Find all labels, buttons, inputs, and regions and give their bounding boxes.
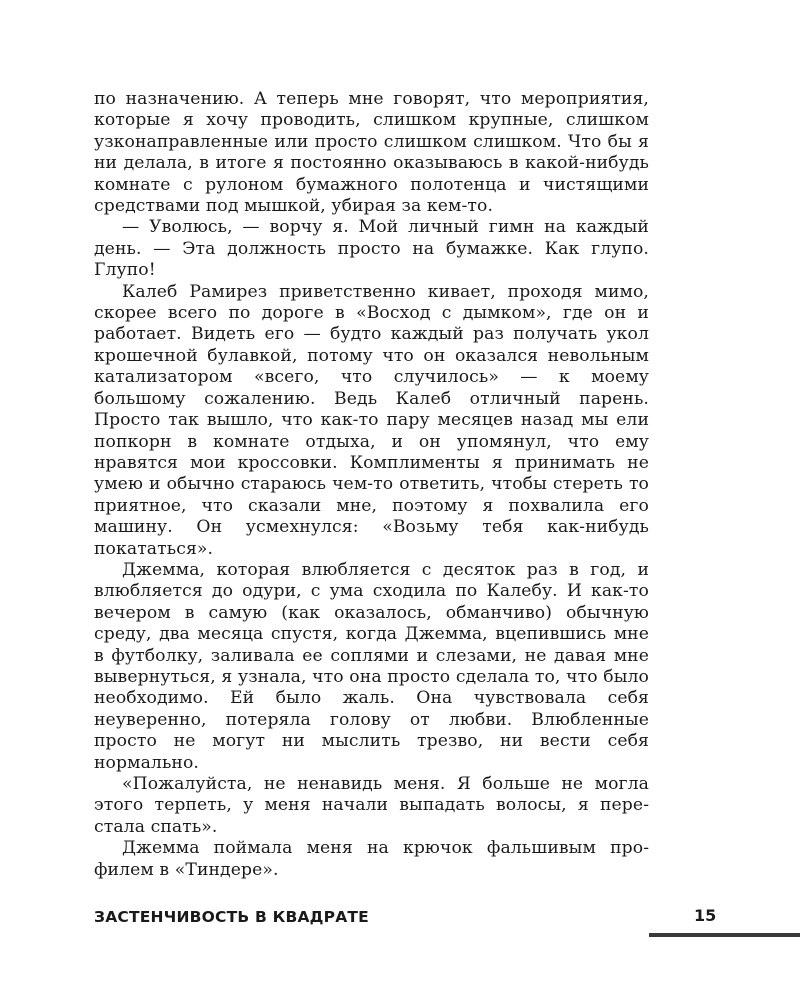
- paragraph-1: по назначению. А теперь мне говорят, что мероприятия, которые я хочу проводить, слишком крупные, слишком узконаправленные или просто слишком слишком. Что бы я ни делала, в итоге я постоянно оказываюсь в какой-нибудь комнате с рулоном бумажного полотенца и чистящими средствами под мышкой, убирая за кем-то.: [94, 89, 649, 217]
- page-footer: [94, 908, 754, 948]
- footer-rule: [649, 933, 800, 937]
- paragraph-4: Джемма, которая влюбляется с десяток раз в год, и влюбляется до одури, с ума сходила по Калебу. И как-то вечером в самую (как оказалось, обманчиво) обычную среду, два месяца спустя, когда Джемма, вцепившись мне в футболку, заливала ее соплями и слезами, не давая мне вывернуться, я узнала, что она просто сделала то, что было необходимо. Ей было жаль. Она чувствовала себя неуверенно, потеряла голову от любви. Влюбленные просто не могут ни мыслить трезво, ни вести себя нормально.: [94, 559, 649, 773]
- paragraph-6: Джемма поймала меня на крючок фальшивым профилем в «Тиндере».: [94, 838, 649, 880]
- body-text: [94, 89, 649, 881]
- paragraph-3: Калеб Рамирез приветственно кивает, проходя мимо, скорее всего по дороге в «Восход с дымком», где он и работает. Видеть его — будто каждый раз получать укол крошечной булавкой, потому что он оказался невольным катализатором «всего, что случилось» — к моему большому сожалению. Ведь Калеб отличный парень. Просто так вышло, что как-то пару месяцев назад мы ели попкорн в комнате отдыха, и он упомянул, что ему нравятся мои кроссовки. Комплименты я принимать не умею и обычно стараюсь чем-то ответить, чтобы стереть то приятное, что сказали мне, поэтому я похвалила его машину. Он усмехнулся: «Возьму тебя как-нибудь покататься».: [94, 281, 649, 559]
- page-number: 15: [694, 906, 717, 925]
- running-title: ЗАСТЕНЧИВОСТЬ В КВАДРАТЕ: [94, 908, 369, 926]
- paragraph-5: «Пожалуйста, не ненавидь меня. Я больше не могла этого терпеть, у меня начали выпадать волосы, я перестала спать».: [94, 774, 649, 837]
- paragraph-2: — Уволюсь, — ворчу я. Мой личный гимн на каждый день. — Эта должность просто на бумажке. Как глупо. Глупо!: [94, 217, 649, 281]
